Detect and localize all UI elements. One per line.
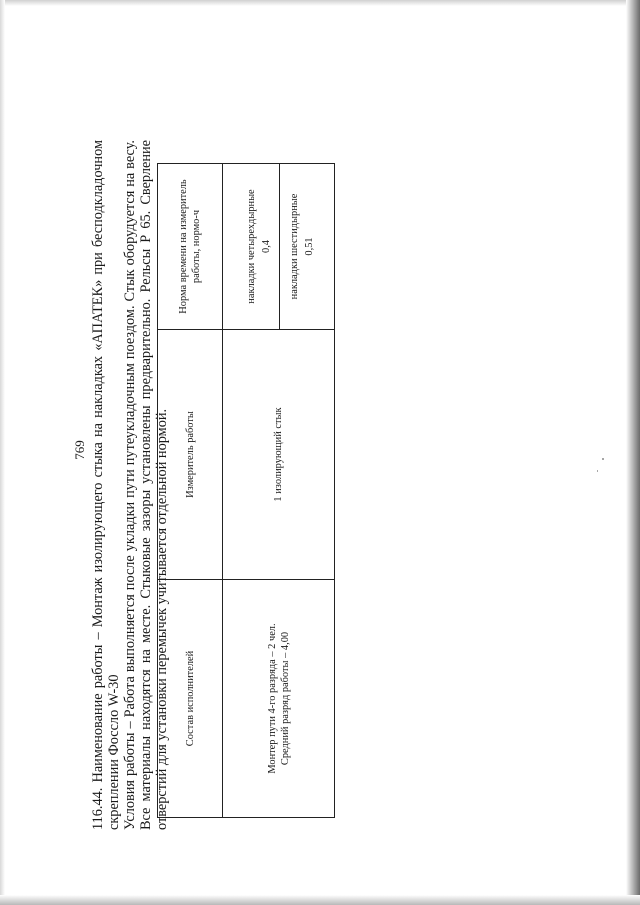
scan-speck xyxy=(597,470,598,472)
rotated-content xyxy=(70,50,380,840)
cell-crew xyxy=(223,580,335,818)
cell-unit: 1 изолирующий стык xyxy=(223,330,335,580)
scan-bottom-shadow xyxy=(0,895,640,905)
scan-top-edge xyxy=(0,0,640,6)
header-crew: Состав исполнителей xyxy=(158,580,223,818)
work-conditions: Условия работы – Работа выполняется после укладки пути путеукладочным поездом. Стык оборудуется на весу. Все материалы находятся на месте. Стыковые зазоры установлены предварительно. Рельсы Р 65. Сверление отверстий для установки перемычек учитывается отдельной нормой. xyxy=(122,140,170,830)
scan-speck xyxy=(602,458,604,460)
norm-table xyxy=(157,163,335,818)
crew-line-2: Средний разряд работы – 4,00 xyxy=(279,631,291,766)
norm-option-six-hole xyxy=(280,168,318,325)
norm-option-1-value: 0,4 xyxy=(261,240,272,253)
crew-line-1: Монтер пути 4-го разряда – 2 чел. xyxy=(266,623,278,774)
scan-left-shadow xyxy=(0,0,5,905)
scan-binding-shadow xyxy=(626,0,640,905)
work-title: 116.44. Наименование работы – Монтаж изолирующего стыка на накладках «АПАТЕК» при бесподкладочном скреплении Фоссло W-30 xyxy=(90,140,122,830)
page-number: 769 xyxy=(72,440,87,460)
table-header-row xyxy=(158,164,223,818)
header-unit: Измеритель работы xyxy=(158,330,223,580)
header-norm: Норма времени на измеритель работы, нормо-ч xyxy=(158,164,223,330)
cell-norm xyxy=(223,164,335,330)
norm-option-four-hole xyxy=(239,164,280,329)
table-row xyxy=(223,164,335,818)
norm-option-2-label: накладки шестидырные xyxy=(289,193,300,300)
norm-option-2-value: 0,51 xyxy=(304,237,315,256)
norm-option-1-label: накладки четырехдырные xyxy=(246,189,257,304)
